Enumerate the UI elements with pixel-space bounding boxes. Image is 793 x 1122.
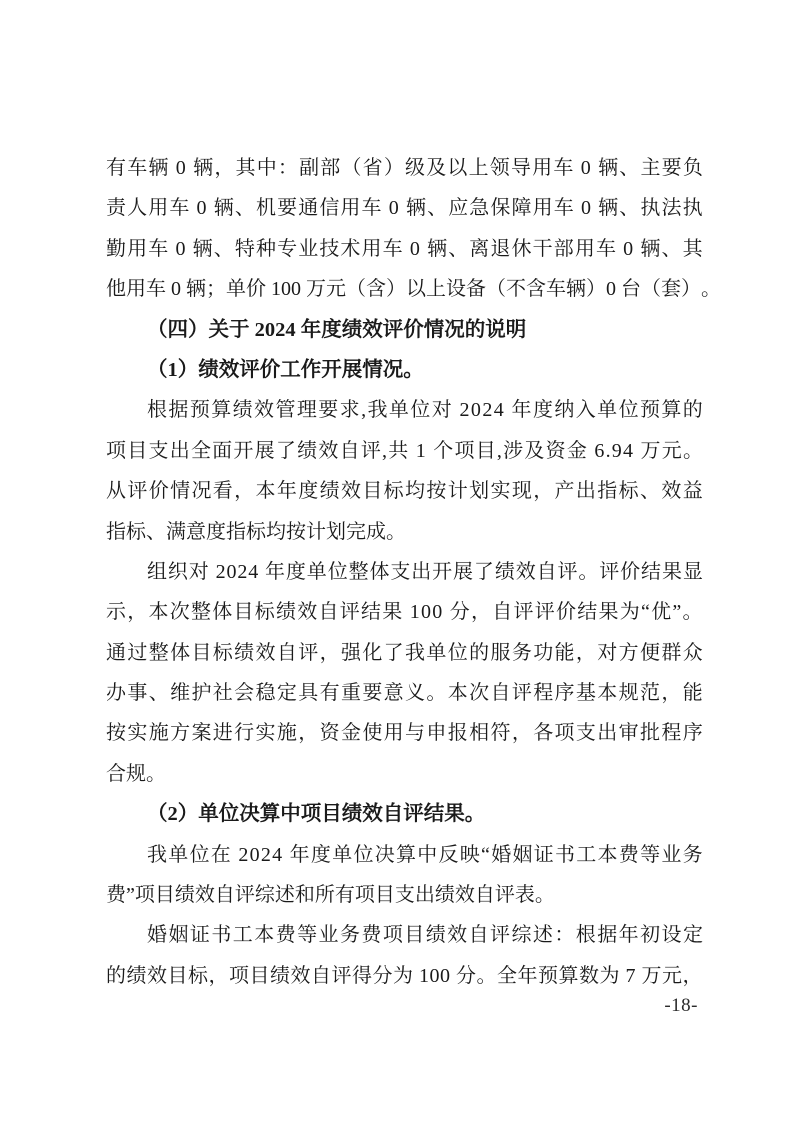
text-line: 项 目 支 出 全 面 开 展 了 绩 效 自 评 , 共 1 个 项 目 , 涉 及 资 金 6 . 9 4 万 元 。 xyxy=(106,439,703,462)
text-line: 合规。 xyxy=(106,762,166,785)
text-line: 的 绩 效 目 标 ， 项 目 绩 效 自 评 得 分 为 1 0 0 分 。 全 年 预 算 数 为 7 万 元 ， xyxy=(106,964,703,987)
text-line: 按 实 施 方 案 进 行 实 施 ， 资 金 使 用 与 申 报 相 符 ， 各 项 支 出 审 批 程 序 xyxy=(106,722,703,745)
text-line: 有 车 辆 0 辆 ， 其 中 ： 副 部 （ 省 ） 级 及 以 上 领 导 用 车 0 辆 、 主 要 负 xyxy=(106,157,703,179)
heading-evaluation-work-progress: （1）绩效评价工作开展情况。 xyxy=(147,358,424,381)
text-line: 办 事 、 维 护 社 会 稳 定 具 有 重 要 意 义 。 本 次 自 评 程 序 基 本 规 范 ， 能 xyxy=(106,682,703,705)
text-line: 责 人 用 车 0 辆 、 机 要 通 信 用 车 0 辆 、 应 急 保 障 用 车 0 辆 、 执 法 执 xyxy=(106,197,703,220)
page-number: -18- xyxy=(664,995,698,1016)
text-line: 指标、满意度指标均按计划完成。 xyxy=(106,520,406,543)
text-line: 示 ， 本 次 整 体 目 标 绩 效 自 评 结 果 1 0 0 分 ， 自 评 评 价 结 果 为 “ 优 ” 。 xyxy=(106,601,703,624)
text-line: 我 单 位 在 2 0 2 4 年 度 单 位 决 算 中 反 映 “ 婚 姻 证 书 工 本 费 等 业 务 xyxy=(147,843,703,866)
text-line: 他 用 车 0 辆 ； 单 价 1 0 0 万 元 （ 含 ） 以 上 设 备 （ 不 含 车 辆 ） 0 台 （ 套 ） 。 xyxy=(106,278,721,301)
heading-performance-evaluation: （四）关于 2024 年度绩效评价情况的说明 xyxy=(147,318,527,341)
text-block xyxy=(106,148,721,996)
text-line: 通 过 整 体 目 标 绩 效 自 评 ， 强 化 了 我 单 位 的 服 务 功 能 ， 对 方 便 群 众 xyxy=(106,641,703,664)
text-line: 婚 姻 证 书 工 本 费 等 业 务 费 项 目 绩 效 自 评 综 述 ： 根 据 年 初 设 定 xyxy=(147,924,703,947)
heading-self-evaluation-results: （2）单位决算中项目绩效自评结果。 xyxy=(147,803,486,826)
text-line: 从 评 价 情 况 看 ， 本 年 度 绩 效 目 标 均 按 计 划 实 现 ， 产 出 指 标 、 效 益 xyxy=(106,480,703,503)
text-line: 组 织 对 2 0 2 4 年 度 单 位 整 体 支 出 开 展 了 绩 效 自 评 。 评 价 结 果 显 xyxy=(147,560,703,583)
text-line: 根 据 预 算 绩 效 管 理 要 求 , 我 单 位 对 2 0 2 4 年 度 纳 入 单 位 预 算 的 xyxy=(147,399,703,422)
text-line: 勤 用 车 0 辆 、 特 种 专 业 技 术 用 车 0 辆 、 离 退 休 干 部 用 车 0 辆 、 其 xyxy=(106,237,703,260)
text-line: 费”项目绩效自评综述和所有项目支出绩效自评表。 xyxy=(106,884,555,907)
